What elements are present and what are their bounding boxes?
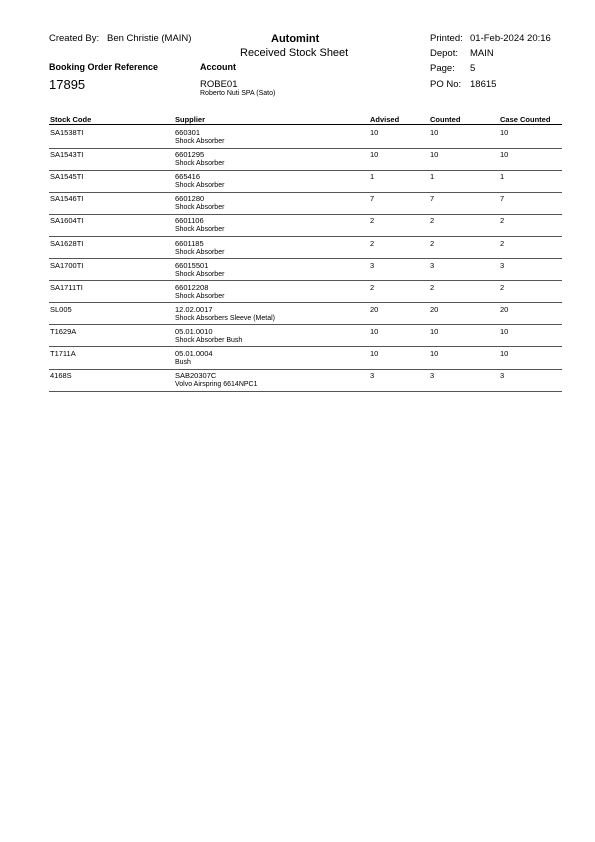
description-text: Shock Absorber xyxy=(175,292,225,300)
created-by-label: Created By: xyxy=(49,33,100,44)
stock-code-cell-value: SA1543TI xyxy=(50,150,84,160)
supplier-cell xyxy=(175,194,224,212)
supplier-cell-value: 6601106 xyxy=(175,216,204,226)
page-value: 5 xyxy=(470,63,476,74)
company-name: Automint xyxy=(271,33,320,45)
supplier-cell-value: 05.01.0010 xyxy=(175,326,213,336)
page-label: Page: xyxy=(430,63,455,74)
counted-cell xyxy=(430,305,438,314)
sheet-title: Received Stock Sheet xyxy=(240,47,349,59)
case-counted-cell xyxy=(500,283,504,292)
case-counted-cell xyxy=(500,216,504,225)
created-by-value: Ben Christie (MAIN) xyxy=(107,33,192,44)
advised-cell xyxy=(370,128,378,137)
advised-cell xyxy=(370,371,374,380)
supplier-cell xyxy=(175,216,224,234)
case-counted-cell xyxy=(500,172,504,181)
supplier-cell xyxy=(175,371,258,389)
stock-code-cell xyxy=(50,261,83,270)
stock-code-cell xyxy=(50,172,83,181)
po-value: 18615 xyxy=(470,79,497,90)
case-counted-cell xyxy=(500,128,508,137)
supplier-cell-value: 05.01.0004 xyxy=(175,349,213,358)
row-divider xyxy=(49,369,562,370)
case-counted-cell-value: 10 xyxy=(500,349,509,358)
supplier-cell xyxy=(175,172,224,190)
case-counted-cell xyxy=(500,327,508,336)
advised-cell xyxy=(370,327,378,336)
counted-cell-value: 2 xyxy=(430,216,435,226)
counted-cell xyxy=(430,261,434,270)
description-text: Shock Absorber xyxy=(175,138,225,145)
supplier-cell-value: 6601295 xyxy=(175,150,205,160)
booking-ref-value: 17895 xyxy=(49,77,86,92)
supplier-cell xyxy=(175,128,224,146)
advised-cell-value: 3 xyxy=(370,371,375,381)
description-text: Volvo Airspring 6614NPC1 xyxy=(175,381,258,389)
stock-code-cell-value: SA1538TI xyxy=(50,128,84,137)
counted-cell-value: 1 xyxy=(430,172,435,182)
col-header-counted: Counted xyxy=(430,115,461,124)
stock-code-cell xyxy=(50,371,72,380)
description-text: Bush xyxy=(175,359,191,366)
col-header-stock-code: Stock Code xyxy=(50,115,92,124)
row-divider xyxy=(49,391,562,392)
advised-cell xyxy=(370,150,378,159)
supplier-cell-value: 660301 xyxy=(175,128,201,137)
counted-cell-value: 7 xyxy=(430,194,435,204)
stock-code-cell xyxy=(50,283,83,292)
case-counted-cell-value: 2 xyxy=(500,238,505,248)
advised-cell-value: 10 xyxy=(370,128,379,137)
counted-cell-value: 10 xyxy=(430,150,439,160)
row-divider xyxy=(49,192,562,193)
description-text: Shock Absorber xyxy=(175,204,225,212)
counted-cell xyxy=(430,194,434,203)
supplier-cell xyxy=(175,327,242,345)
advised-cell-value: 2 xyxy=(370,238,375,248)
stock-code-cell xyxy=(50,239,83,248)
advised-cell xyxy=(370,239,374,248)
row-divider xyxy=(49,236,562,237)
stock-code-cell-value: SA1700TI xyxy=(50,260,84,270)
case-counted-cell-value: 3 xyxy=(500,260,505,270)
case-counted-cell-value: 10 xyxy=(500,326,509,336)
description-text: Shock Absorber xyxy=(175,248,225,256)
advised-cell-value: 10 xyxy=(370,349,379,358)
supplier-cell xyxy=(175,283,224,301)
stock-code-cell-value: SA1604TI xyxy=(50,216,84,226)
supplier-cell-value: 6601185 xyxy=(175,238,204,248)
supplier-cell-value: SAB20307C xyxy=(175,371,217,381)
counted-cell xyxy=(430,150,438,159)
depot-label: Depot: xyxy=(430,48,458,59)
col-header-supplier: Supplier xyxy=(175,115,206,124)
counted-cell xyxy=(430,172,434,181)
description-text: Shock Absorber xyxy=(175,182,225,190)
advised-cell-value: 1 xyxy=(370,172,375,182)
advised-cell-value: 10 xyxy=(370,326,379,336)
case-counted-cell-value: 2 xyxy=(500,216,505,226)
advised-cell-value: 3 xyxy=(370,260,375,270)
case-counted-cell-value: 7 xyxy=(500,194,505,204)
description-text: Shock Absorber Bush xyxy=(175,336,243,344)
case-counted-cell-value: 1 xyxy=(500,172,505,182)
stock-code-cell-value: SA1628TI xyxy=(50,238,84,248)
row-divider xyxy=(49,346,562,347)
stock-code-cell-value: 4168S xyxy=(50,371,72,381)
printed-value: 01-Feb-2024 20:16 xyxy=(470,33,551,44)
stock-code-cell-value: SA1546TI xyxy=(50,194,84,204)
advised-cell xyxy=(370,194,374,203)
printed-label: Printed: xyxy=(430,33,463,44)
counted-cell-value: 2 xyxy=(430,238,435,248)
stock-code-cell-value: T1629A xyxy=(50,326,77,336)
stock-code-cell-value: SL005 xyxy=(50,304,72,314)
description-text: Shock Absorber xyxy=(175,160,225,168)
supplier-cell xyxy=(175,349,213,367)
counted-cell-value: 3 xyxy=(430,260,435,270)
case-counted-cell xyxy=(500,305,508,314)
account-label: Account xyxy=(200,62,236,72)
supplier-cell xyxy=(175,239,224,257)
col-header-case-counted: Case Counted xyxy=(500,115,551,124)
stock-code-cell xyxy=(50,327,76,336)
counted-cell xyxy=(430,128,438,137)
row-divider xyxy=(49,302,562,303)
description-text: Shock Absorbers Sleeve (Metal) xyxy=(175,314,275,322)
counted-cell-value: 3 xyxy=(430,371,435,381)
case-counted-cell xyxy=(500,194,504,203)
account-code: ROBE01 xyxy=(200,79,238,90)
counted-cell xyxy=(430,371,434,380)
stock-code-cell xyxy=(50,150,83,159)
advised-cell xyxy=(370,216,374,225)
stock-code-cell-value: SA1545TI xyxy=(50,172,84,182)
supplier-cell-value: 12.02.0017 xyxy=(175,304,213,314)
case-counted-cell-value: 10 xyxy=(500,150,509,160)
row-divider xyxy=(49,170,562,171)
counted-cell-value: 10 xyxy=(430,349,439,358)
advised-cell xyxy=(370,305,378,314)
advised-cell xyxy=(370,261,374,270)
stock-code-cell-value: SA1711TI xyxy=(50,282,83,292)
advised-cell-value: 7 xyxy=(370,194,375,204)
advised-cell-value: 2 xyxy=(370,216,375,226)
booking-ref-label: Booking Order Reference xyxy=(49,62,159,72)
case-counted-cell xyxy=(500,349,508,358)
case-counted-cell-value: 2 xyxy=(500,282,505,292)
po-label: PO No: xyxy=(430,79,462,90)
stock-code-cell xyxy=(50,305,72,314)
stock-code-cell xyxy=(50,128,83,137)
row-divider xyxy=(49,280,562,281)
advised-cell-value: 10 xyxy=(370,150,379,160)
case-counted-cell xyxy=(500,261,504,270)
account-name: Roberto Nuti SPA (Sato) xyxy=(200,90,276,97)
col-header-advised: Advised xyxy=(370,115,400,124)
depot-value: MAIN xyxy=(470,48,494,59)
stock-code-cell xyxy=(50,349,76,358)
advised-cell-value: 20 xyxy=(370,304,379,314)
counted-cell-value: 2 xyxy=(430,282,435,292)
advised-cell xyxy=(370,349,378,358)
supplier-cell xyxy=(175,305,275,323)
counted-cell xyxy=(430,239,434,248)
row-divider xyxy=(49,258,562,259)
supplier-cell-value: 66012208 xyxy=(175,282,209,292)
case-counted-cell-value: 10 xyxy=(500,128,509,137)
counted-cell xyxy=(430,327,438,336)
counted-cell xyxy=(430,349,438,358)
stock-code-cell-value: T1711A xyxy=(50,349,76,358)
counted-cell xyxy=(430,216,434,225)
advised-cell xyxy=(370,283,374,292)
supplier-cell xyxy=(175,150,224,168)
header-divider xyxy=(49,124,562,125)
supplier-cell xyxy=(175,261,224,279)
case-counted-cell xyxy=(500,239,504,248)
counted-cell-value: 10 xyxy=(430,326,439,336)
stock-code-cell xyxy=(50,194,83,203)
row-divider xyxy=(49,214,562,215)
case-counted-cell-value: 20 xyxy=(500,304,509,314)
supplier-cell-value: 66015501 xyxy=(175,260,209,270)
counted-cell-value: 20 xyxy=(430,304,439,314)
stock-code-cell xyxy=(50,216,83,225)
case-counted-cell-value: 3 xyxy=(500,371,505,381)
counted-cell-value: 10 xyxy=(430,128,439,137)
description-text: Shock Absorber xyxy=(175,226,225,234)
supplier-cell-value: 6601280 xyxy=(175,194,205,204)
advised-cell xyxy=(370,172,374,181)
row-divider xyxy=(49,324,562,325)
counted-cell xyxy=(430,283,434,292)
advised-cell-value: 2 xyxy=(370,282,375,292)
case-counted-cell xyxy=(500,371,504,380)
case-counted-cell xyxy=(500,150,508,159)
row-divider xyxy=(49,148,562,149)
supplier-cell-value: 665416 xyxy=(175,172,201,182)
description-text: Shock Absorber xyxy=(175,270,225,278)
